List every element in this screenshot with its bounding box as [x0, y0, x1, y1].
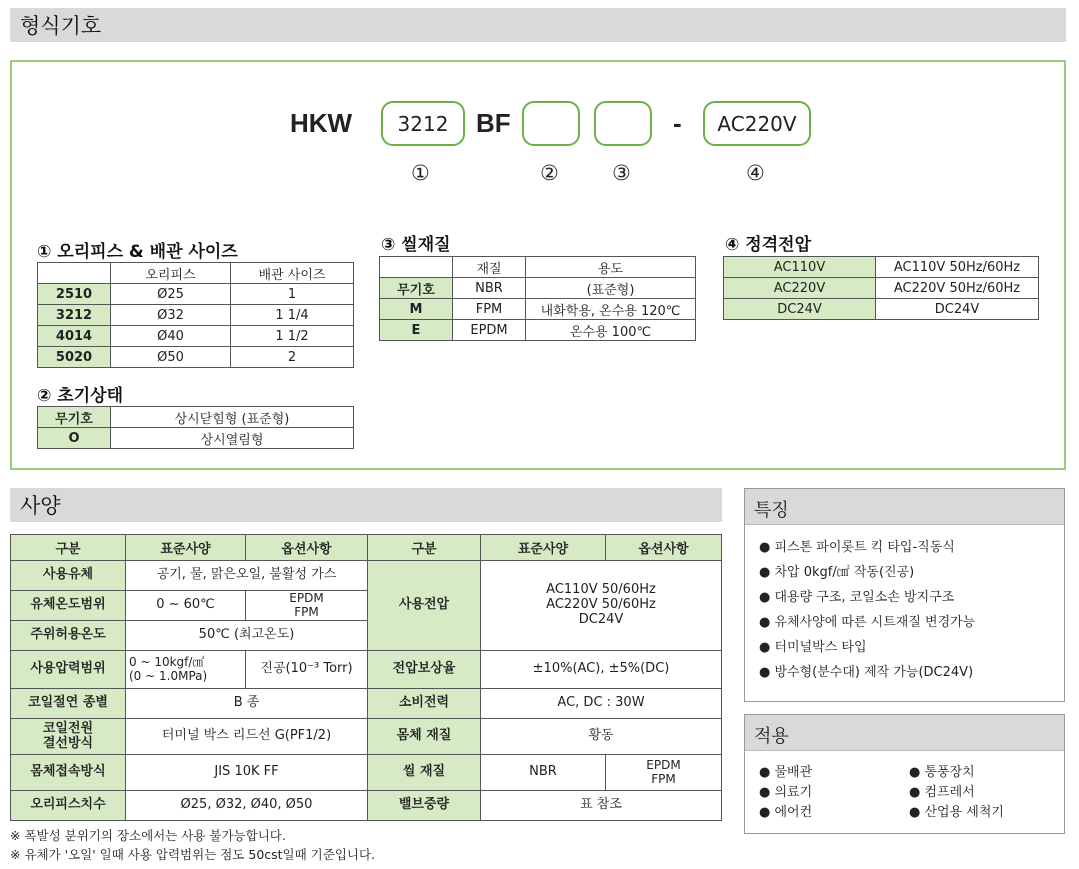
bullet-icon: ● [759, 540, 775, 555]
model-slot-orifice: 3212 [381, 101, 465, 146]
spec-label: 유체온도범위 [11, 591, 126, 621]
orifice-title: ① 오리피스 & 배관 사이즈 [37, 242, 238, 262]
bullet-icon: ● [759, 615, 775, 630]
orifice-header-pipe: 배관 사이즈 [231, 263, 354, 284]
voltage-code: AC220V [724, 278, 876, 299]
state-desc: 상시닫힘형 (표준형) [111, 407, 354, 428]
bullet-icon: ● [909, 805, 925, 820]
spec-value: Ø25, Ø32, Ø40, Ø50 [126, 791, 368, 821]
orifice-code: 5020 [38, 347, 111, 368]
spec-label: 사용유체 [11, 561, 126, 591]
features-box [744, 488, 1065, 702]
spec-header: 옵션사항 [246, 535, 368, 561]
feature-item: ● 차압 0kgf/㎠ 작동(진공) [759, 565, 915, 580]
bullet-icon: ● [759, 590, 775, 605]
seal-code: M [380, 299, 453, 320]
bullet-icon: ● [759, 565, 775, 580]
state-code: 무기호 [38, 407, 111, 428]
spec-value: NBR [481, 755, 606, 791]
spec-label: 씰 재질 [368, 755, 481, 791]
orifice-size: Ø50 [111, 347, 231, 368]
spec-value: ±10%(AC), ±5%(DC) [481, 651, 722, 689]
application-item: ● 산업용 세척기 [909, 805, 1004, 820]
bullet-icon: ● [759, 805, 775, 820]
application-item: ● 컴프레서 [909, 785, 975, 800]
mark-4: ④ [746, 161, 765, 185]
pipe-size: 1 1/4 [231, 305, 354, 326]
feature-item: ● 피스톤 파이롯트 킥 타입-직동식 [759, 540, 955, 555]
seal-material: NBR [453, 278, 526, 299]
seal-material: EPDM [453, 320, 526, 341]
model-slot-voltage: AC220V [703, 101, 811, 146]
bullet-icon: ● [909, 785, 925, 800]
spec-value: JIS 10K FF [126, 755, 368, 791]
spec-value: 황동 [481, 719, 722, 755]
mark-2: ② [540, 161, 559, 185]
bullet-icon: ● [759, 665, 775, 680]
model-slot-state [522, 101, 580, 146]
spec-header: 구분 [368, 535, 481, 561]
orifice-size: Ø32 [111, 305, 231, 326]
spec-header: 표준사양 [126, 535, 246, 561]
feature-item: ● 방수형(분수대) 제작 가능(DC24V) [759, 665, 974, 680]
orifice-code: 3212 [38, 305, 111, 326]
spec-header: 표준사양 [481, 535, 606, 561]
voltage-code: AC110V [724, 257, 876, 278]
spec-label: 밸브중량 [368, 791, 481, 821]
orifice-size: Ø25 [111, 284, 231, 305]
state-code: O [38, 428, 111, 449]
spec-table [10, 534, 722, 821]
spec-value: 공기, 물, 맑은오일, 불활성 가스 [126, 561, 368, 591]
seal-code: 무기호 [380, 278, 453, 299]
application-item: ● 물배관 [759, 765, 813, 780]
application-item: ● 통풍장치 [909, 765, 975, 780]
note-explosive: ※ 폭발성 분위기의 장소에서는 사용 불가능합니다. [10, 828, 286, 843]
feature-item: ● 터미널박스 타입 [759, 640, 867, 655]
orifice-header-orifice: 오리피스 [111, 263, 231, 284]
spec-value: 터미널 박스 리드선 G(PF1/2) [126, 719, 368, 755]
orifice-code: 4014 [38, 326, 111, 347]
spec-label: 코일절연 종별 [11, 689, 126, 719]
feature-item: ● 대용량 구조, 코일소손 방지구조 [759, 590, 955, 605]
application-item: ● 에어컨 [759, 805, 813, 820]
seal-title: ③ 씰재질 [381, 235, 451, 255]
applications-header: 적용 [745, 715, 1064, 751]
application-item: ● 의료기 [759, 785, 813, 800]
model-mid: BF [476, 108, 511, 138]
model-dash: - [673, 108, 682, 138]
feature-item: ● 유체사양에 따른 시트재질 변경가능 [759, 615, 976, 630]
bullet-icon: ● [759, 765, 775, 780]
spec-value: AC, DC : 30W [481, 689, 722, 719]
spec-option: 진공(10⁻³ Torr) [246, 651, 368, 689]
spec-label: 소비전력 [368, 689, 481, 719]
seal-header-material: 재질 [453, 257, 526, 278]
seal-use: (표준형) [526, 278, 696, 299]
orifice-header-blank [38, 263, 111, 284]
voltage-desc: AC110V 50Hz/60Hz [876, 257, 1039, 278]
seal-use: 온수용 100℃ [526, 320, 696, 341]
spec-value: AC110V 50/60Hz AC220V 50/60Hz DC24V [481, 561, 722, 651]
features-header: 특징 [745, 489, 1064, 525]
mark-3: ③ [612, 161, 631, 185]
pipe-size: 1 1/2 [231, 326, 354, 347]
spec-option: EPDM FPM [246, 591, 368, 621]
spec-value: B 종 [126, 689, 368, 719]
state-desc: 상시열림형 [111, 428, 354, 449]
model-slot-seal [594, 101, 652, 146]
spec-value: 표 참조 [481, 791, 722, 821]
seal-header-use: 용도 [526, 257, 696, 278]
spec-value: 0 ~ 10kgf/㎠ (0 ~ 1.0MPa) [126, 651, 246, 689]
orifice-table [37, 262, 354, 368]
spec-option: EPDM FPM [606, 755, 722, 791]
spec-label: 전압보상율 [368, 651, 481, 689]
voltage-desc: DC24V [876, 299, 1039, 320]
section-header-model: 형식기호 [10, 8, 1066, 42]
spec-label: 몸체 재질 [368, 719, 481, 755]
section-header-spec: 사양 [10, 488, 722, 522]
initial-state-table [37, 406, 354, 449]
spec-value: 0 ~ 60℃ [126, 591, 246, 621]
voltage-table [723, 256, 1039, 320]
spec-label: 주위허용온도 [11, 621, 126, 651]
seal-table [379, 256, 696, 341]
note-oil: ※ 유체가 '오일' 일때 사용 압력범위는 점도 50cst일때 기준입니다. [10, 847, 376, 862]
seal-material: FPM [453, 299, 526, 320]
seal-use: 내화학용, 온수용 120℃ [526, 299, 696, 320]
seal-code: E [380, 320, 453, 341]
seal-header-blank [380, 257, 453, 278]
mark-1: ① [411, 161, 430, 185]
spec-value: 50℃ (최고온도) [126, 621, 368, 651]
spec-label: 사용압력범위 [11, 651, 126, 689]
spec-header: 옵션사항 [606, 535, 722, 561]
applications-box [744, 714, 1065, 834]
orifice-size: Ø40 [111, 326, 231, 347]
voltage-desc: AC220V 50Hz/60Hz [876, 278, 1039, 299]
spec-label: 코일전원 결선방식 [11, 719, 126, 755]
orifice-code: 2510 [38, 284, 111, 305]
spec-header: 구분 [11, 535, 126, 561]
pipe-size: 2 [231, 347, 354, 368]
spec-label: 사용전압 [368, 561, 481, 651]
voltage-title: ④ 정격전압 [725, 235, 811, 255]
voltage-code: DC24V [724, 299, 876, 320]
model-prefix: HKW [290, 108, 353, 138]
initial-state-title: ② 초기상태 [37, 386, 123, 406]
bullet-icon: ● [909, 765, 925, 780]
bullet-icon: ● [759, 785, 775, 800]
pipe-size: 1 [231, 284, 354, 305]
spec-label: 몸체접속방식 [11, 755, 126, 791]
spec-label: 오리피스치수 [11, 791, 126, 821]
bullet-icon: ● [759, 640, 775, 655]
